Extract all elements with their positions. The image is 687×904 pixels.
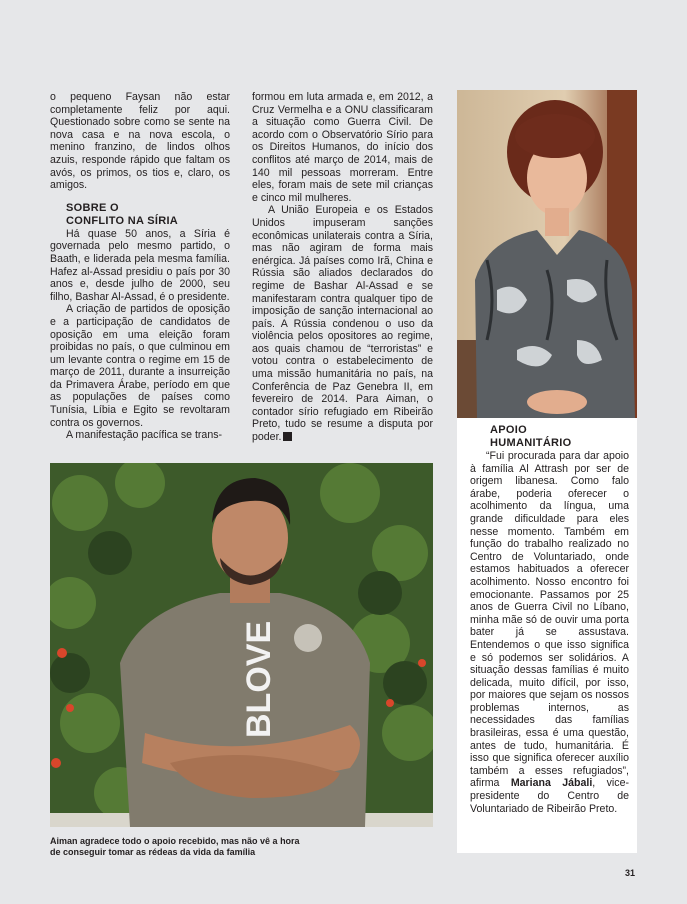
paragraph: Há quase 50 anos, a Síria é governada pelo mesmo partido, o Baath, e liderada pela mesma família. Hafez al-Assad presidiu o país por 30 anos e, desde julho de 2000, seu filho, Bashar Al-Assad, é o presidente. [50,227,230,303]
article-column-2 [252,91,433,444]
man-portrait-icon [50,463,433,827]
section-heading-conflict: SOBRE O CONFLITO NA SÍRIA [66,201,179,227]
photo-mariana-jabali [457,90,637,418]
sidebar-heading: APOIO HUMANITÁRIO [490,424,572,449]
paragraph: formou em luta armada e, em 2012, a Cruz Vermelha e a ONU classificaram a situação como Guerra Civil. De acordo com o Observatório Sírio para os Direitos Humanos, do início dos conflitos até março de 2014, mais de 140 mil pessoas morreram. Entre eles, foram mais de sete mil crianças e cinco mil mulheres. [252,91,433,204]
quoted-person-name: Mariana Jábali [510,777,593,790]
paragraph: A manifestação pacífica se trans- [66,429,223,442]
woman-portrait-icon [457,90,637,418]
article-column-1 [50,91,230,442]
paragraph: o pequeno Faysan não estar completamente feliz por aqui. Questionado sobre como se sente na nova casa e na nova escola, o menino franzino, de lindos olhos azuis, responde rápido que faltam os avós, os primos, os tios e, claro, os amigos. [50,91,230,192]
sidebar-humanitarian-support [457,418,637,853]
sidebar-quote: “Fui procurada para dar apoio à família Al Attrash por ser de origem libanesa. Como falo árabe, poderia oferecer o acolhimento da língua, uma grande dificuldade para eles nesse momento. Também em função do trabalho realizado no Centro de Voluntariado, onde estamos habituados a oferecer acolhimento. Nosso encontro foi emocionante. Passamos por 25 anos de Guerra Civil no Líbano, minha mãe só de ouvir uma porta bater já se assustava. Entendemos o que isso significa e só podemos ser solidários. A situação dessas famílias é muito delicada, muito difícil, por isso, por maiores que sejam os nossos problemas internos, as necessidades das famílias brasileiras, essa é uma questão, antes de tudo, humanitária. É isso que significa oferecer auxílio também a esses refugiados”, afirma Mariana Jábali, vice-presidente do Centro de Voluntariado de Ribeirão Preto. [470,450,629,815]
page-number: 31 [625,868,636,878]
paragraph: A União Europeia e os Estados Unidos impuseram sanções econômicas unilaterais contra a Síria, mas não agiram de forma mais enérgica. Já países como Irã, China e Rússia são aliados declarados do regime de Bashar Al-Assad e se manifestaram contra qualquer tipo de imposição de sanção internacional ao país. A Rússia condenou o uso da violência pelos opositores ao regime, aos quais chamou de “terroristas” e votou contra o estabelecimento de uma missão humanitária no país, na Conferência de Paz Genebra II, em fevereiro de 2014. Para Aiman, o contador sírio refugiado em Ribeirão Preto, tudo se resume a disputa por poder. [252,204,433,444]
shirt-print-text: BLOVE [240,620,278,738]
photo-aiman [50,463,433,827]
photo-caption: Aiman agradece todo o apoio recebido, mas não vê a hora de conseguir tomar as rédeas da vida da família [50,836,300,857]
end-of-article-icon [283,432,292,441]
paragraph: A criação de partidos de oposição e a participação de candidatos de oposição em uma eleição foram proibidas no país, o que culminou em um levante contra o regime em 15 de março de 2011, durante a insurreição da Primavera Árabe, período em que as populações de países como Tunísia, Líbia e Egito se revoltaram contra os governos. [50,303,230,429]
